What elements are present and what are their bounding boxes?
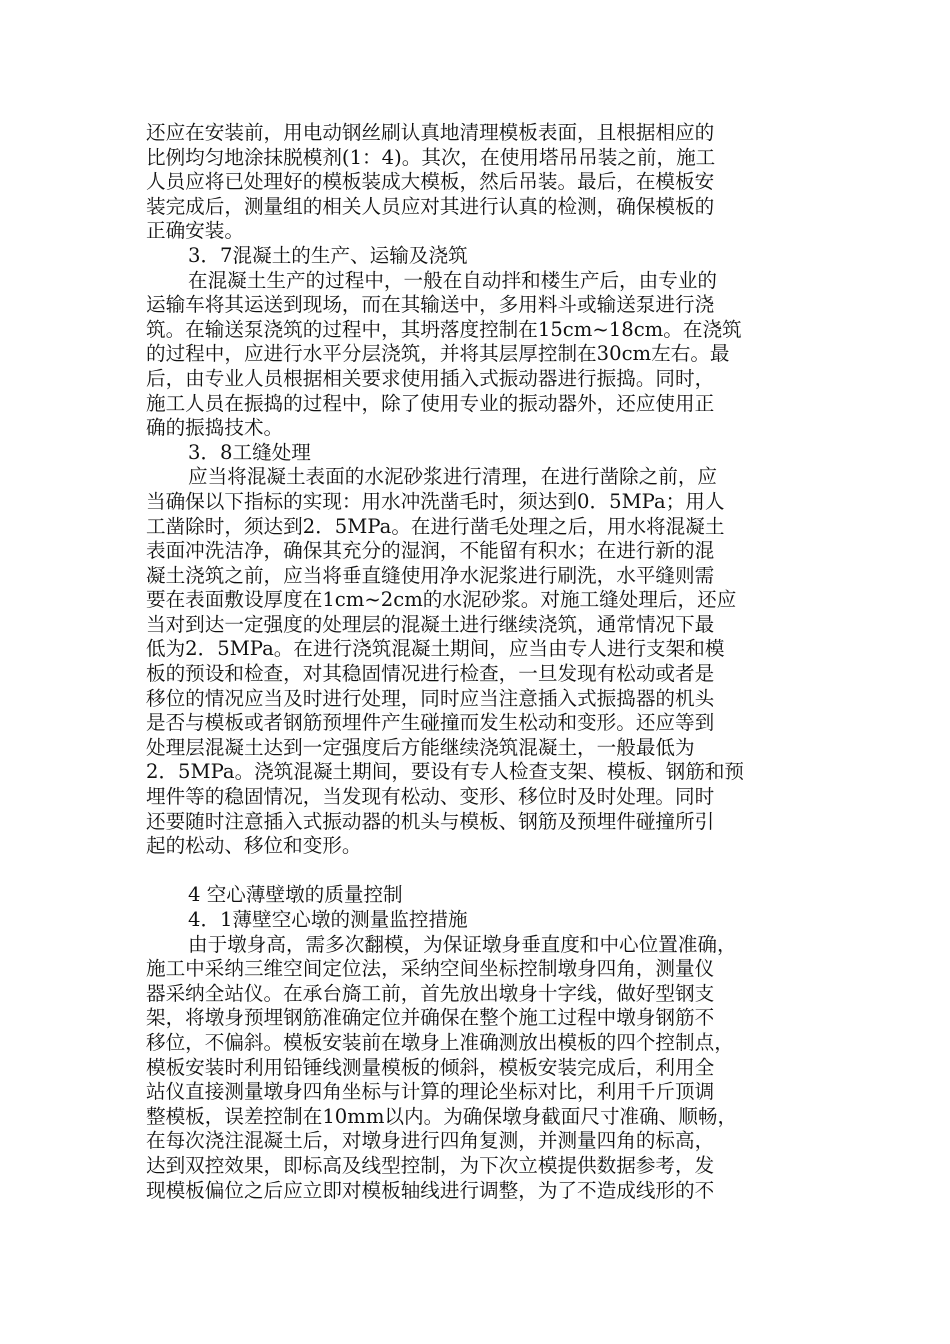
text-line: 器采纳全站仪。在承台旖工前，首先放出墩身十字线，做好型钢支: [146, 981, 715, 1005]
paragraph-concrete-production: [146, 269, 808, 441]
section-heading-3-8: 3．8工缝处理: [188, 440, 311, 464]
text-line: 模板安装时利用铅锤线测量模板的倾斜，模板安装完成后，利用全: [146, 1055, 715, 1079]
text-line: 还要随时注意插入式振动器的机头与模板、钢筋及预埋件碰撞所引: [146, 809, 715, 833]
text-line: 站仪直接测量墩身四角坐标与计算的理论坐标对比，利用千斤顶调: [146, 1080, 715, 1104]
text-line: 正确安装。: [146, 219, 244, 243]
paragraph-continuation: [146, 121, 808, 244]
text-line: 运输车将其运送到现场，而在其输送中，多用料斗或输送泵进行浇: [146, 293, 715, 317]
paragraph-survey-monitoring: [146, 933, 808, 1204]
text-line: 还应在安装前，用电动钢丝刷认真地清理模板表面，且根据相应的: [146, 121, 715, 144]
text-line: 要在表面敷设厚度在1cm~2cm的水泥砂浆。对施工缝处理后，还应: [146, 588, 737, 612]
document-page: [146, 121, 808, 1203]
text-line: 当确保以下指标的实现：用水冲洗凿毛时，须达到0．5MPa；用人: [146, 489, 725, 513]
text-line: 达到双控效果，即标高及线型控制，为下次立模提供数据参考，发: [146, 1153, 715, 1177]
text-line: 埋件等的稳固情况，当发现有松动、变形、移位时及时处理。同时: [146, 785, 715, 809]
text-line: 在每次浇注混凝土后，对墩身进行四角复测，并测量四角的标高，: [146, 1129, 715, 1153]
text-line: 起的松动、移位和变形。: [146, 834, 362, 858]
text-line: 后，由专业人员根据相关要求使用插入式振动器进行振捣。同时，: [146, 366, 715, 390]
text-line: 的过程中，应进行水平分层浇筑，并将其层厚控制在30cm左右。最: [146, 342, 730, 366]
text-line: 移位，不偏斜。模板安装前在墩身上准确测放出模板的四个控制点，: [146, 1030, 734, 1054]
text-line: 板的预设和检查，对其稳固情况进行检查，一旦发现有松动或者是: [146, 662, 715, 686]
section-heading-3-7: 3．7混凝土的生产、运输及浇筑: [188, 243, 468, 267]
text-line: 装完成后，测量组的相关人员应对其进行认真的检测，确保模板的: [146, 194, 715, 218]
text-line: 是否与模板或者钢筋预埋件产生碰撞而发生松动和变形。还应等到: [146, 711, 715, 735]
text-line: 施工人员在振捣的过程中，除了使用专业的振动器外，还应使用正: [146, 391, 715, 415]
text-line: 人员应将已处理好的模板装成大模板，然后吊装。最后，在模板安: [146, 170, 715, 194]
text-line: 应当将混凝土表面的水泥砂浆进行清理，在进行凿除之前，应: [188, 465, 718, 489]
text-line: 整模板，误差控制在10mm以内。为确保墩身截面尺寸准确、顺畅，: [146, 1104, 738, 1128]
chapter-heading-4: 4 空心薄壁墩的质量控制: [188, 883, 403, 907]
text-line: 移位的情况应当及时进行处理，同时应当注意插入式振捣器的机头: [146, 686, 715, 710]
text-line: 在混凝土生产的过程中，一般在自动拌和楼生产后，由专业的: [188, 268, 718, 292]
text-line: 施工中采纳三维空间定位法，采纳空间坐标控制墩身四角，测量仪: [146, 957, 715, 981]
text-line: 架，将墩身预埋钢筋准确定位并确保在整个施工过程中墩身钢筋不: [146, 1006, 715, 1030]
text-line: 由于墩身高，需多次翻模，为保证墩身垂直度和中心位置准确，: [188, 932, 737, 956]
text-line: 筑。在输送泵浇筑的过程中，其坍落度控制在15cm~18cm。在浇筑: [146, 317, 742, 341]
section-heading-4-1: 4．1薄壁空心墩的测量监控措施: [188, 908, 468, 931]
text-line: 低为2．5MPa。在进行浇筑混凝土期间，应当由专人进行支架和模: [146, 637, 725, 661]
text-line: 凝土浇筑之前，应当将垂直缝使用净水泥浆进行刷洗，水平缝则需: [146, 563, 715, 587]
text-line: 2．5MPa。浇筑混凝土期间，要设有专人检查支架、模板、钢筋和预: [146, 760, 745, 784]
text-line: 表面冲洗洁净，确保其充分的湿润，不能留有积水；在进行新的混: [146, 539, 715, 563]
text-line: 确的振捣技术。: [146, 416, 284, 440]
text-line: 处理层混凝土达到一定强度后方能继续浇筑混凝土，一般最低为: [146, 735, 695, 759]
paragraph-joint-treatment: [146, 465, 808, 859]
text-line: 当对到达一定强度的处理层的混凝土进行继续浇筑，通常情况下最: [146, 612, 715, 636]
text-line: 工凿除时，须达到2．5MPa。在进行凿毛处理之后，用水将混凝土: [146, 514, 725, 538]
text-line: 比例均匀地涂抹脱模剂(1：4)。其次，在使用塔吊吊装之前，施工: [146, 145, 716, 169]
blank-line: [146, 859, 808, 884]
text-line: 现模板偏位之后应立即对模板轴线进行调整，为了不造成线形的不: [146, 1178, 715, 1202]
